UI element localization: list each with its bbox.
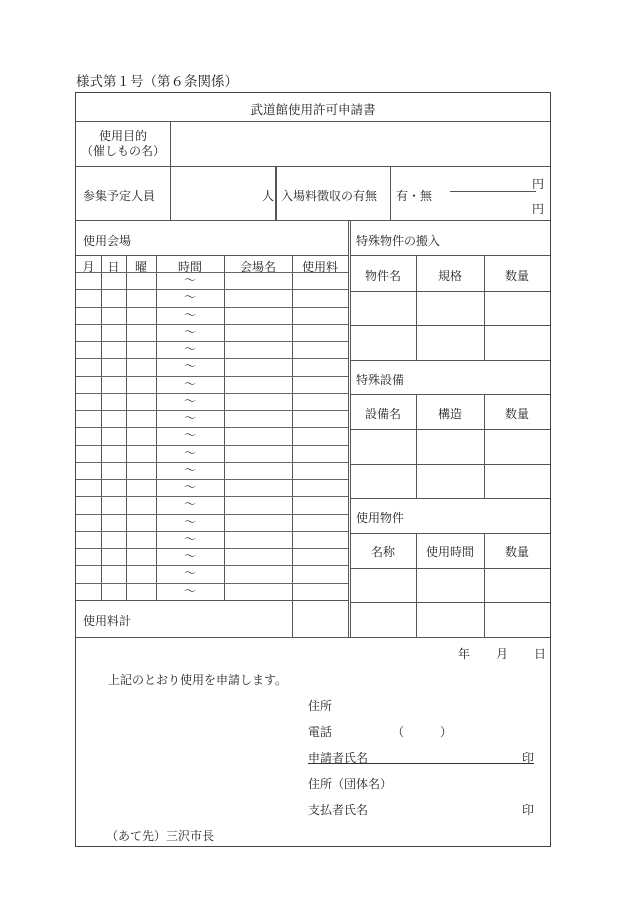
- col-venue-name: 会場名: [239, 260, 276, 274]
- time-range-tilde: ～: [183, 497, 196, 512]
- time-range-tilde: ～: [183, 480, 196, 495]
- attendance-field[interactable]: [172, 169, 262, 217]
- attendance-unit: 人: [262, 189, 275, 203]
- admission-label: 入場料徴収の有無: [281, 189, 378, 203]
- purpose-field[interactable]: [172, 123, 548, 164]
- admission-yen-1: 円: [532, 177, 545, 191]
- applicant-name-label: 申請者氏名: [308, 751, 369, 765]
- usage-col-qty: 数量: [504, 545, 529, 559]
- equipment-col-structure: 構造: [437, 407, 462, 421]
- time-range-tilde: ～: [183, 324, 196, 339]
- addressee: （あて先）三沢市長: [106, 829, 215, 843]
- special-items-col-spec: 規格: [437, 269, 462, 283]
- form-title: 武道館使用許可申請書: [250, 102, 376, 117]
- usage-col-time: 使用時間: [425, 545, 474, 559]
- total-fee-label: 使用料計: [83, 614, 132, 628]
- phone-parens[interactable]: （ ）: [392, 725, 453, 739]
- usage-items-label: 使用物件: [356, 511, 405, 525]
- time-range-tilde: ～: [183, 583, 196, 598]
- purpose-label: 使用目的 （催しもの名）: [80, 129, 165, 158]
- col-weekday: 曜: [134, 260, 147, 274]
- time-range-tilde: ～: [183, 376, 196, 391]
- special-items-col-qty: 数量: [504, 269, 529, 283]
- col-day: 日: [107, 260, 120, 274]
- phone-label: 電話: [308, 725, 333, 739]
- admission-choice[interactable]: 有・無: [396, 189, 433, 203]
- time-range-tilde: ～: [183, 462, 196, 477]
- time-range-tilde: ～: [183, 411, 196, 426]
- usage-col-name: 名称: [370, 545, 395, 559]
- group-address-label: 住所（団体名）: [308, 777, 393, 791]
- equipment-col-name: 設備名: [364, 407, 401, 421]
- time-range-tilde: ～: [183, 445, 196, 460]
- special-items-label: 特殊物件の搬入: [356, 234, 441, 248]
- applicant-seal: 印: [522, 751, 535, 765]
- time-range-tilde: ～: [183, 307, 196, 322]
- time-range-tilde: ～: [183, 549, 196, 564]
- date-month: 月: [496, 647, 509, 661]
- total-fee-field[interactable]: [294, 602, 346, 635]
- time-range-tilde: ～: [183, 514, 196, 529]
- time-range-tilde: ～: [183, 531, 196, 546]
- application-statement: 上記のとおり使用を申請します。: [108, 673, 288, 687]
- time-range-tilde: ～: [183, 342, 196, 357]
- time-range-tilde: ～: [183, 290, 196, 305]
- venue-label: 使用会場: [83, 234, 132, 248]
- col-month: 月: [82, 260, 95, 274]
- col-time: 時間: [177, 260, 202, 274]
- form-number: 様式第１号（第６条関係）: [76, 74, 238, 90]
- special-items-col-name: 物件名: [364, 269, 401, 283]
- time-range-tilde: ～: [183, 393, 196, 408]
- application-form: [75, 92, 551, 847]
- payer-seal: 印: [522, 803, 535, 817]
- time-range-tilde: ～: [183, 273, 196, 287]
- col-fee: 使用料: [301, 260, 338, 274]
- address-label: 住所: [308, 699, 333, 713]
- special-equipment-label: 特殊設備: [356, 373, 405, 387]
- time-range-tilde: ～: [183, 359, 196, 374]
- payer-name-label: 支払者氏名: [308, 803, 369, 817]
- attendance-label: 参集予定人員: [83, 189, 156, 203]
- time-range-tilde: ～: [183, 428, 196, 443]
- time-range-tilde: ～: [183, 566, 196, 581]
- admission-yen-2: 円: [532, 202, 545, 216]
- equipment-col-qty: 数量: [504, 407, 529, 421]
- date-year: 年: [458, 647, 471, 661]
- date-day: 日: [534, 647, 547, 661]
